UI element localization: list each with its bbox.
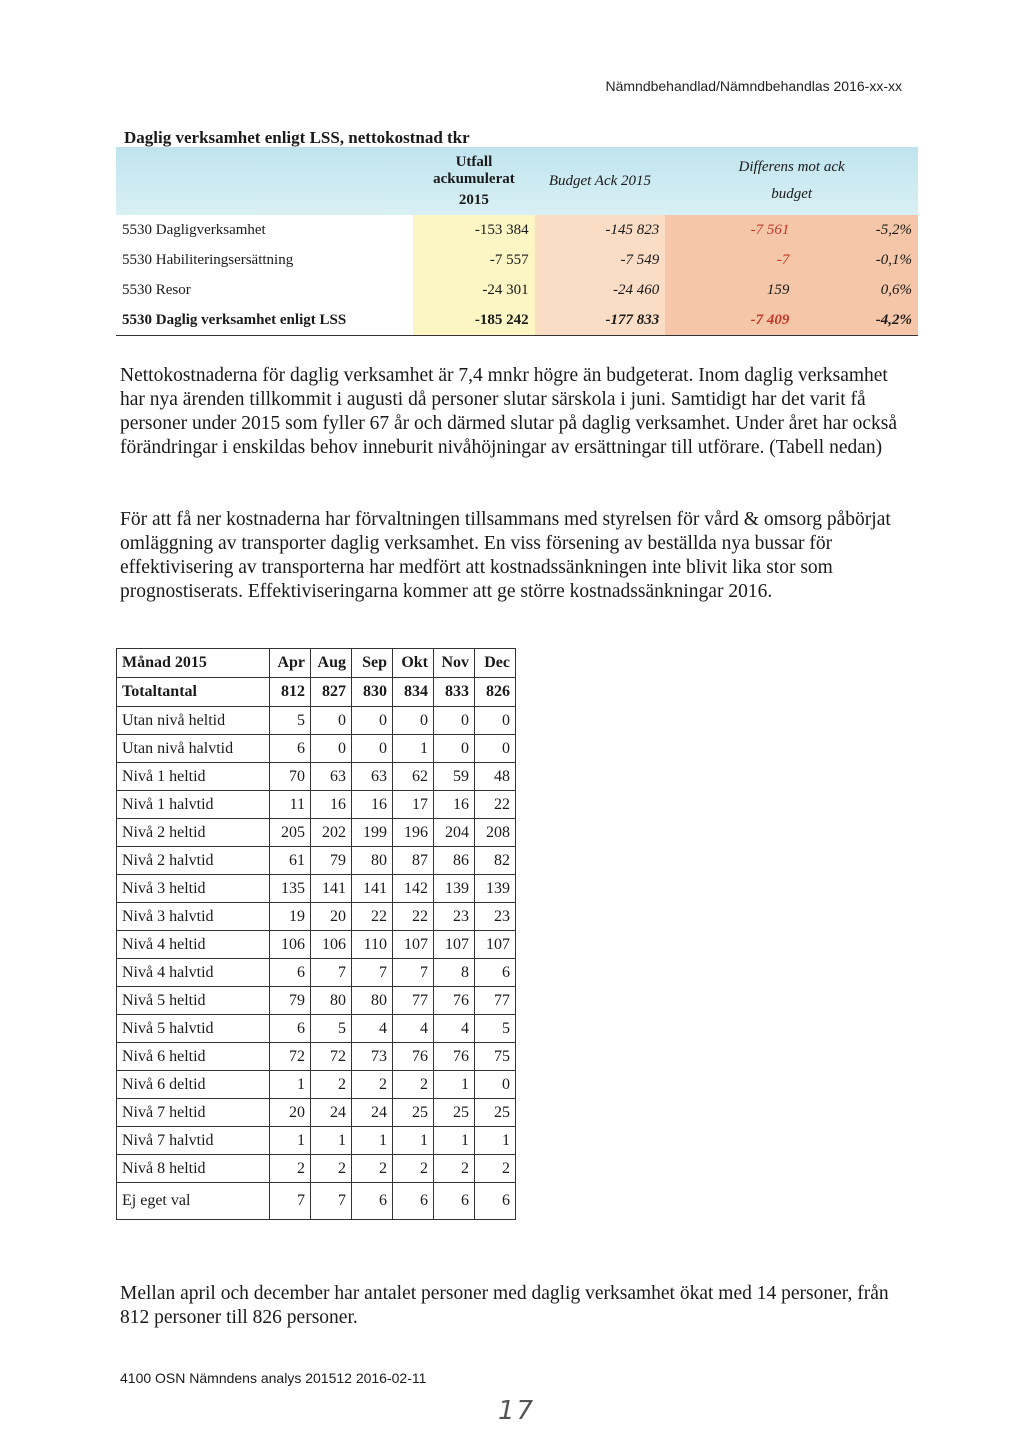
header-diff-sub: budget xyxy=(771,186,813,202)
level-label: Nivå 4 halvtid xyxy=(117,959,270,987)
level-label: Nivå 2 heltid xyxy=(117,819,270,847)
level-value: 7 xyxy=(393,959,434,987)
handwritten-page-number: 17 xyxy=(498,1396,536,1426)
header-budget: Budget Ack 2015 xyxy=(535,147,666,215)
table-row xyxy=(117,1155,516,1183)
level-value: 7 xyxy=(270,1183,311,1220)
table-row xyxy=(117,791,516,819)
level-value: 1 xyxy=(434,1071,475,1099)
level-value: 25 xyxy=(434,1099,475,1127)
level-label: Nivå 8 heltid xyxy=(117,1155,270,1183)
level-value: 5 xyxy=(311,1015,352,1043)
header-empty-cell xyxy=(116,147,413,215)
table-row xyxy=(117,707,516,735)
level-value: 82 xyxy=(475,847,516,875)
level-value: 22 xyxy=(393,903,434,931)
level-value: 2 xyxy=(311,1155,352,1183)
month-header: Dec xyxy=(475,649,516,678)
level-value: 199 xyxy=(352,819,393,847)
level-value: 76 xyxy=(434,987,475,1015)
level-value: 0 xyxy=(352,735,393,763)
total-row xyxy=(117,678,516,707)
cost-row-diff: 159 xyxy=(665,275,795,305)
table-row xyxy=(117,875,516,903)
level-value: 7 xyxy=(311,1183,352,1220)
level-value: 0 xyxy=(475,707,516,735)
level-label: Nivå 1 heltid xyxy=(117,763,270,791)
table-row xyxy=(117,847,516,875)
cost-row-budget: -145 823 xyxy=(535,215,666,245)
level-value: 6 xyxy=(475,959,516,987)
cost-row-utfall: -7 557 xyxy=(413,245,534,275)
level-value: 196 xyxy=(393,819,434,847)
level-value: 1 xyxy=(270,1071,311,1099)
cost-row-utfall: -24 301 xyxy=(413,275,534,305)
level-value: 0 xyxy=(393,707,434,735)
level-value: 75 xyxy=(475,1043,516,1071)
level-value: 139 xyxy=(475,875,516,903)
level-value: 76 xyxy=(434,1043,475,1071)
total-value: 826 xyxy=(475,678,516,707)
level-label: Nivå 7 halvtid xyxy=(117,1127,270,1155)
level-value: 79 xyxy=(311,847,352,875)
level-label: Nivå 4 heltid xyxy=(117,931,270,959)
level-label: Nivå 6 heltid xyxy=(117,1043,270,1071)
level-value: 2 xyxy=(475,1155,516,1183)
table-row xyxy=(117,1127,516,1155)
level-value: 0 xyxy=(352,707,393,735)
level-value: 70 xyxy=(270,763,311,791)
level-label: Nivå 7 heltid xyxy=(117,1099,270,1127)
paragraph-cost-explanation: Nettokostnaderna för daglig verksamhet är 7,4 mnkr högre än budgeterat. Inom daglig verksamhet har nya ärenden tillkommit i augusti då personer slutar särskola i juni. Samtidigt har det varit få personer under 2015 som fyller 67 år och därmed slutar på daglig verksamhet. Under året har också förändringar i enskildas behov inneburit nivåhöjningar av ersättningar till utförare. (Tabell nedan) xyxy=(120,365,898,458)
cost-row-pct: 0,6% xyxy=(795,275,918,305)
table-row xyxy=(117,1099,516,1127)
level-value: 48 xyxy=(475,763,516,791)
level-value: 7 xyxy=(352,959,393,987)
level-value: 24 xyxy=(352,1099,393,1127)
level-value: 5 xyxy=(475,1015,516,1043)
level-value: 0 xyxy=(475,735,516,763)
level-value: 107 xyxy=(393,931,434,959)
cost-table xyxy=(116,147,918,336)
level-value: 4 xyxy=(393,1015,434,1043)
level-value: 6 xyxy=(475,1183,516,1220)
level-value: 63 xyxy=(352,763,393,791)
level-value: 4 xyxy=(434,1015,475,1043)
table-row xyxy=(117,735,516,763)
table-row xyxy=(117,903,516,931)
level-value: 7 xyxy=(311,959,352,987)
cost-row-label: 5530 Dagligverksamhet xyxy=(122,221,266,238)
month-header-label: Månad 2015 xyxy=(117,649,270,678)
month-header-row xyxy=(117,649,516,678)
level-value: 16 xyxy=(434,791,475,819)
cost-row-budget: -7 549 xyxy=(535,245,666,275)
header-diff xyxy=(665,147,918,215)
level-value: 110 xyxy=(352,931,393,959)
table-row xyxy=(117,1183,516,1220)
level-value: 6 xyxy=(270,735,311,763)
paragraph-transport-measures: För att få ner kostnaderna har förvaltningen tillsammans med styrelsen för vård & omsorg påbörjat omläggning av transporter daglig verksamhet. En viss försening av beställda nya bussar för effektivisering av transporterna har medfört att kostnadssänkningen inte blivit lika stor som prognostiserats. Effektiviseringarna kommer att ge större kostnadssänkningar 2016. xyxy=(120,509,891,602)
level-value: 79 xyxy=(270,987,311,1015)
month-header: Sep xyxy=(352,649,393,678)
level-value: 2 xyxy=(352,1071,393,1099)
level-label: Nivå 6 deltid xyxy=(117,1071,270,1099)
level-value: 80 xyxy=(352,987,393,1015)
level-value: 73 xyxy=(352,1043,393,1071)
level-value: 2 xyxy=(393,1155,434,1183)
cost-table-title: Daglig verksamhet enligt LSS, nettokostnad tkr xyxy=(124,128,470,147)
total-value: 830 xyxy=(352,678,393,707)
level-value: 22 xyxy=(352,903,393,931)
cost-row-utfall: -185 242 xyxy=(413,305,534,336)
cost-row-diff: -7 561 xyxy=(665,215,795,245)
level-value: 25 xyxy=(475,1099,516,1127)
level-value: 1 xyxy=(434,1127,475,1155)
level-value: 17 xyxy=(393,791,434,819)
level-label: Utan nivå halvtid xyxy=(117,735,270,763)
level-value: 1 xyxy=(270,1127,311,1155)
level-value: 80 xyxy=(352,847,393,875)
level-value: 202 xyxy=(311,819,352,847)
level-value: 8 xyxy=(434,959,475,987)
level-value: 61 xyxy=(270,847,311,875)
cost-row-utfall: -153 384 xyxy=(413,215,534,245)
level-value: 5 xyxy=(270,707,311,735)
cost-row xyxy=(116,245,918,275)
table-row xyxy=(117,1043,516,1071)
cost-row-budget: -24 460 xyxy=(535,275,666,305)
header-utfall xyxy=(413,147,534,215)
level-value: 24 xyxy=(311,1099,352,1127)
level-value: 205 xyxy=(270,819,311,847)
level-value: 107 xyxy=(475,931,516,959)
table-row xyxy=(117,763,516,791)
level-value: 72 xyxy=(311,1043,352,1071)
month-header: Nov xyxy=(434,649,475,678)
month-header: Okt xyxy=(393,649,434,678)
level-value: 77 xyxy=(475,987,516,1015)
header-reference: Nämndbehandlad/Nämndbehandlas 2016-xx-xx xyxy=(605,78,902,94)
level-rows xyxy=(117,707,516,1220)
level-value: 16 xyxy=(311,791,352,819)
level-value: 6 xyxy=(270,1015,311,1043)
level-label: Nivå 5 heltid xyxy=(117,987,270,1015)
level-label: Ej eget val xyxy=(117,1183,270,1220)
cost-row xyxy=(116,275,918,305)
level-value: 1 xyxy=(311,1127,352,1155)
level-value: 86 xyxy=(434,847,475,875)
header-utfall-year: 2015 xyxy=(458,191,489,208)
level-value: 0 xyxy=(434,707,475,735)
total-value: 833 xyxy=(434,678,475,707)
table-row xyxy=(117,1071,516,1099)
table-row xyxy=(117,959,516,987)
level-value: 23 xyxy=(434,903,475,931)
level-value: 135 xyxy=(270,875,311,903)
level-value: 59 xyxy=(434,763,475,791)
level-value: 106 xyxy=(311,931,352,959)
table-row xyxy=(117,1015,516,1043)
header-utfall-label: Utfall ackumulerat xyxy=(433,153,515,187)
monthly-count-table xyxy=(116,648,516,1220)
level-label: Nivå 1 halvtid xyxy=(117,791,270,819)
level-value: 23 xyxy=(475,903,516,931)
level-value: 0 xyxy=(311,707,352,735)
level-value: 20 xyxy=(270,1099,311,1127)
level-value: 142 xyxy=(393,875,434,903)
total-value: 812 xyxy=(270,678,311,707)
level-value: 2 xyxy=(270,1155,311,1183)
table-row xyxy=(117,987,516,1015)
level-value: 11 xyxy=(270,791,311,819)
level-value: 204 xyxy=(434,819,475,847)
level-value: 25 xyxy=(393,1099,434,1127)
level-value: 19 xyxy=(270,903,311,931)
level-value: 77 xyxy=(393,987,434,1015)
paragraph-summary: Mellan april och december har antalet personer med daglig verksamhet ökat med 14 personer, från 812 personer till 826 personer. xyxy=(120,1283,889,1328)
cost-row-diff: -7 409 xyxy=(665,305,795,336)
level-value: 4 xyxy=(352,1015,393,1043)
cost-row-pct: -4,2% xyxy=(795,305,918,336)
level-value: 2 xyxy=(311,1071,352,1099)
cost-total-row xyxy=(116,305,918,336)
level-value: 0 xyxy=(475,1071,516,1099)
level-value: 1 xyxy=(352,1127,393,1155)
level-value: 0 xyxy=(434,735,475,763)
level-value: 1 xyxy=(393,735,434,763)
level-value: 80 xyxy=(311,987,352,1015)
level-value: 6 xyxy=(270,959,311,987)
cost-table-header-row xyxy=(116,147,918,215)
level-value: 141 xyxy=(352,875,393,903)
level-value: 22 xyxy=(475,791,516,819)
level-value: 0 xyxy=(311,735,352,763)
level-value: 107 xyxy=(434,931,475,959)
cost-row-label: 5530 Daglig verksamhet enligt LSS xyxy=(122,311,347,328)
total-value: 827 xyxy=(311,678,352,707)
total-label: Totaltantal xyxy=(117,678,270,707)
level-value: 20 xyxy=(311,903,352,931)
level-value: 2 xyxy=(393,1071,434,1099)
level-value: 2 xyxy=(434,1155,475,1183)
total-value: 834 xyxy=(393,678,434,707)
footer-text: 4100 OSN Nämndens analys 201512 2016-02-11 xyxy=(120,1370,427,1386)
level-value: 208 xyxy=(475,819,516,847)
level-value: 6 xyxy=(434,1183,475,1220)
level-value: 106 xyxy=(270,931,311,959)
level-value: 16 xyxy=(352,791,393,819)
level-value: 1 xyxy=(475,1127,516,1155)
month-header: Aug xyxy=(311,649,352,678)
level-label: Nivå 3 halvtid xyxy=(117,903,270,931)
cost-row-diff: -7 xyxy=(665,245,795,275)
level-value: 139 xyxy=(434,875,475,903)
level-label: Nivå 5 halvtid xyxy=(117,1015,270,1043)
cost-row-pct: -5,2% xyxy=(795,215,918,245)
level-value: 141 xyxy=(311,875,352,903)
level-value: 1 xyxy=(393,1127,434,1155)
level-value: 6 xyxy=(393,1183,434,1220)
level-label: Utan nivå heltid xyxy=(117,707,270,735)
level-value: 63 xyxy=(311,763,352,791)
cost-row-budget: -177 833 xyxy=(535,305,666,336)
table-row xyxy=(117,819,516,847)
table-row xyxy=(117,931,516,959)
level-value: 72 xyxy=(270,1043,311,1071)
cost-row-label: 5530 Resor xyxy=(122,281,191,298)
cost-row-label: 5530 Habiliteringsersättning xyxy=(122,251,294,268)
month-header: Apr xyxy=(270,649,311,678)
level-value: 76 xyxy=(393,1043,434,1071)
level-value: 87 xyxy=(393,847,434,875)
cost-row-pct: -0,1% xyxy=(795,245,918,275)
level-value: 6 xyxy=(352,1183,393,1220)
level-value: 2 xyxy=(352,1155,393,1183)
level-label: Nivå 2 halvtid xyxy=(117,847,270,875)
header-diff-label: Differens mot ack xyxy=(738,159,845,175)
cost-row xyxy=(116,215,918,245)
level-value: 62 xyxy=(393,763,434,791)
level-label: Nivå 3 heltid xyxy=(117,875,270,903)
